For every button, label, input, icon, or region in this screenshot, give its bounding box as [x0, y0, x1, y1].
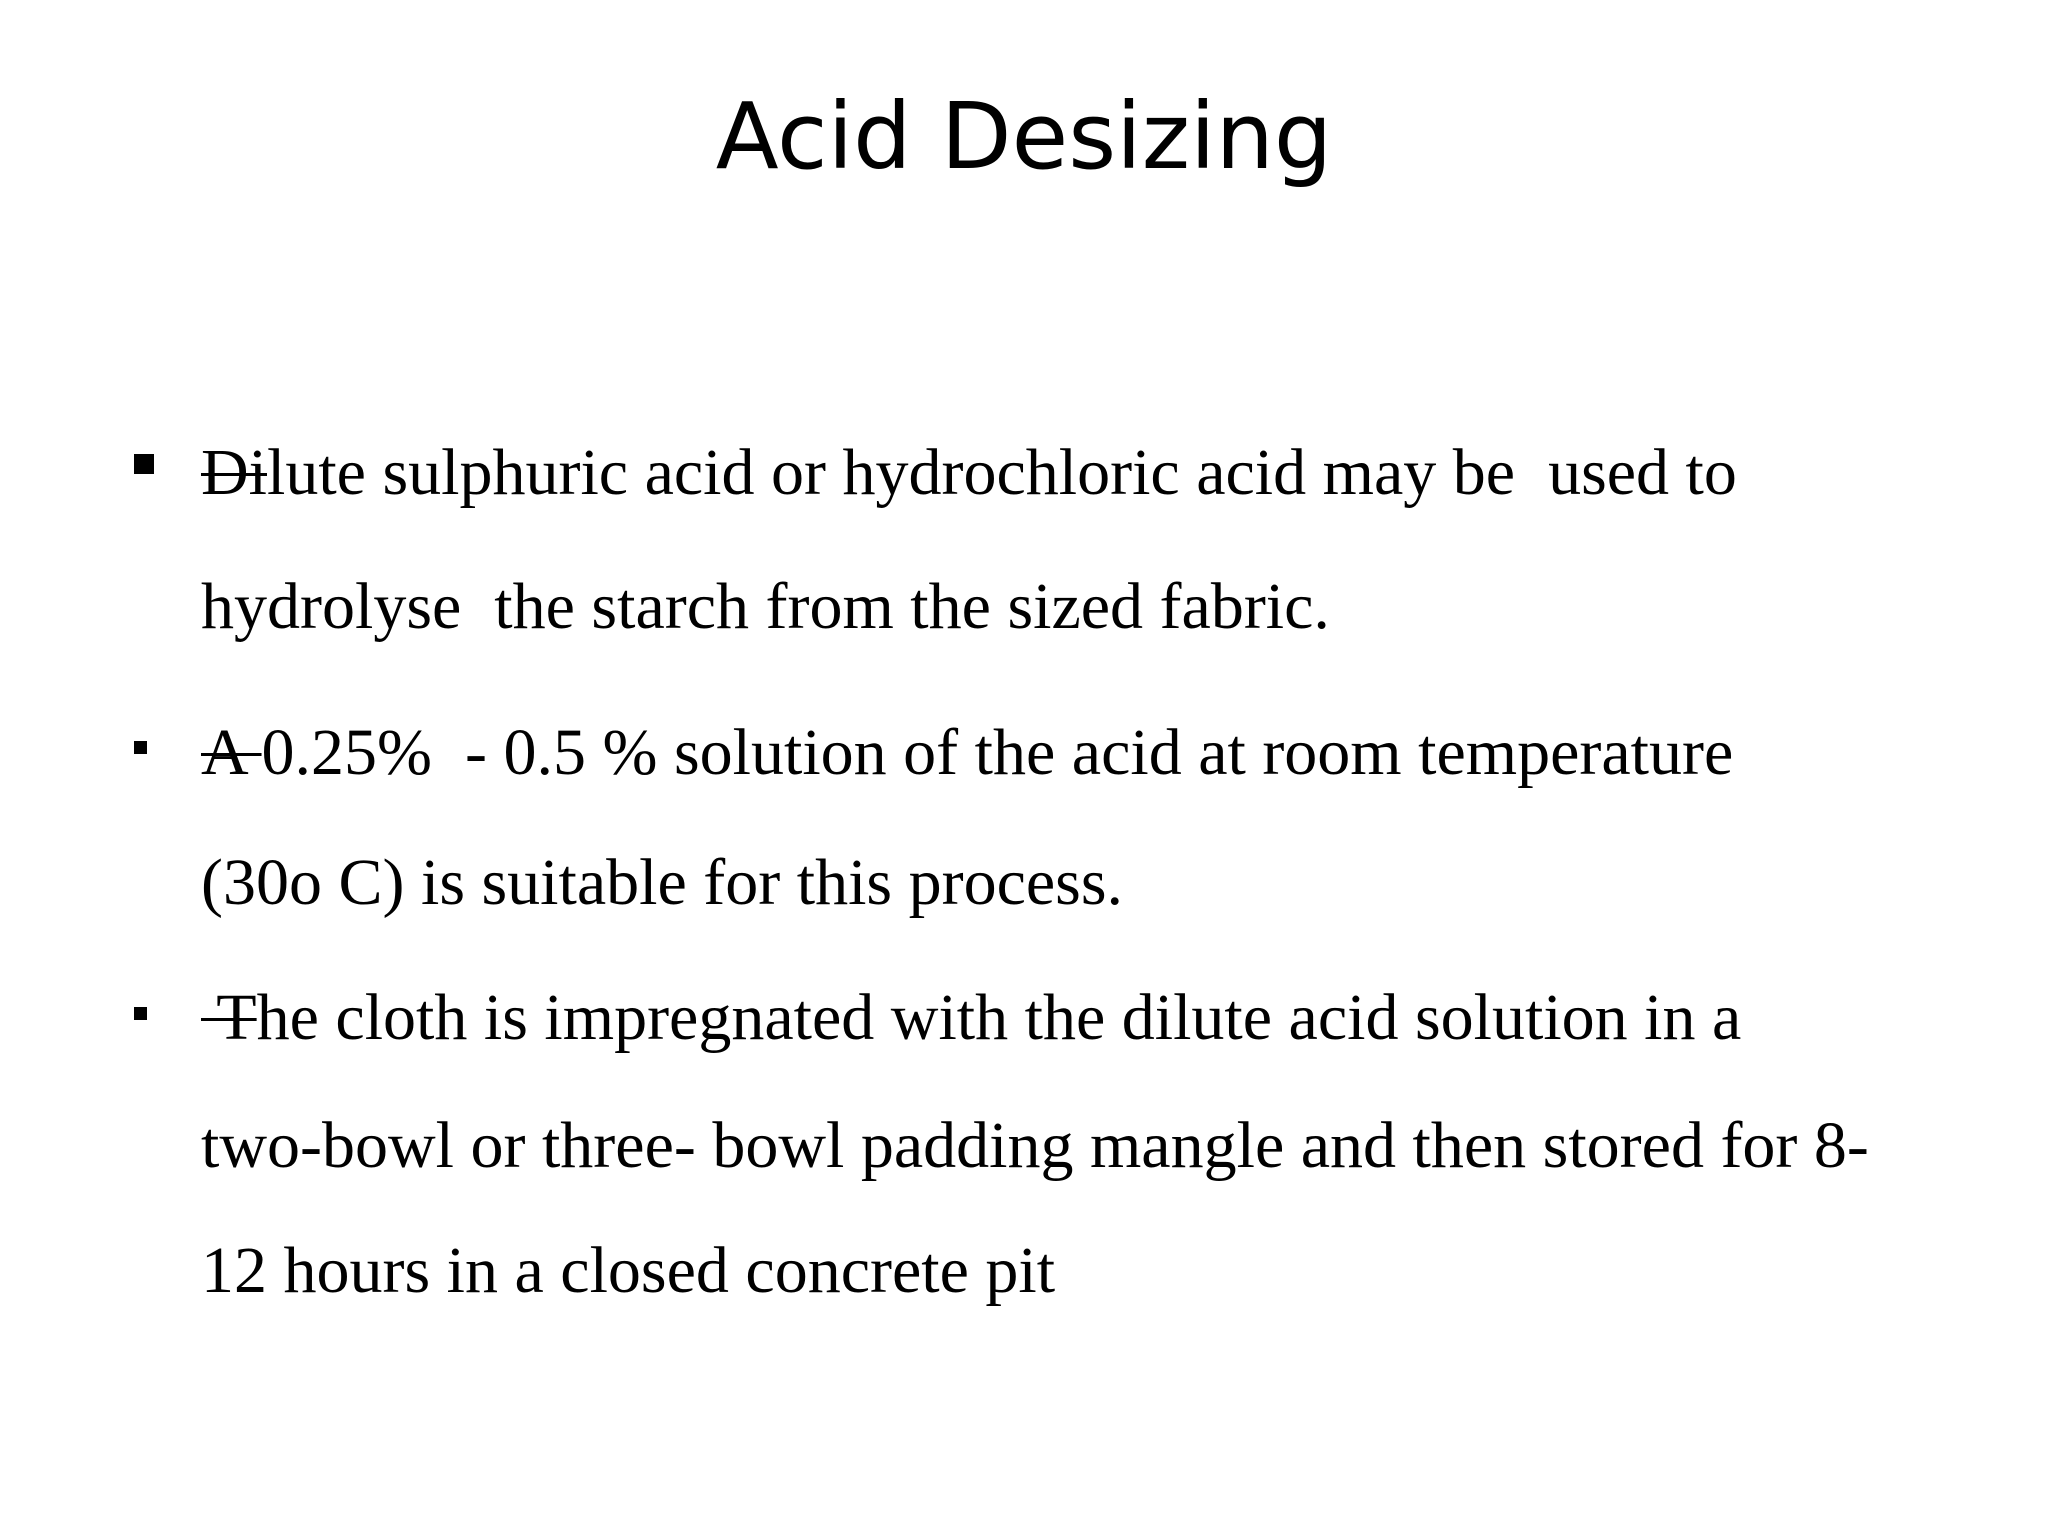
bullet-2-line-1	[201, 713, 1733, 793]
bullet-2-line-2: (30o C) is suitable for this process.	[201, 846, 1124, 919]
bullet-marker-3	[134, 1007, 147, 1020]
bullet-1-line-2: hydrolyse the starch from the sized fabric.	[201, 570, 1330, 643]
bullet-1-text: lute sulphuric acid or hydrochloric acid may be used to	[267, 436, 1737, 509]
bullet-1-line-1	[201, 433, 1737, 513]
bullet-3-line-1	[201, 978, 1741, 1058]
bullet-2-text: 0.25% - 0.5 % solution of the acid at room temperature	[261, 716, 1734, 789]
bullet-1-struck-text: Di	[201, 436, 267, 509]
bullet-3-text: he cloth is impregnated with the dilute acid solution in a	[256, 981, 1742, 1054]
bullet-2-struck-text: A	[201, 716, 262, 789]
bullet-3-struck-text: T	[201, 981, 257, 1054]
bullet-marker-2	[134, 741, 147, 754]
slide-title: Acid Desizing	[715, 83, 1333, 190]
bullet-3-line-2: two-bowl or three- bowl padding mangle and then stored for 8-	[201, 1109, 1869, 1182]
bullet-3-line-3: 12 hours in a closed concrete pit	[201, 1234, 1056, 1307]
bullet-marker-1	[134, 454, 154, 474]
